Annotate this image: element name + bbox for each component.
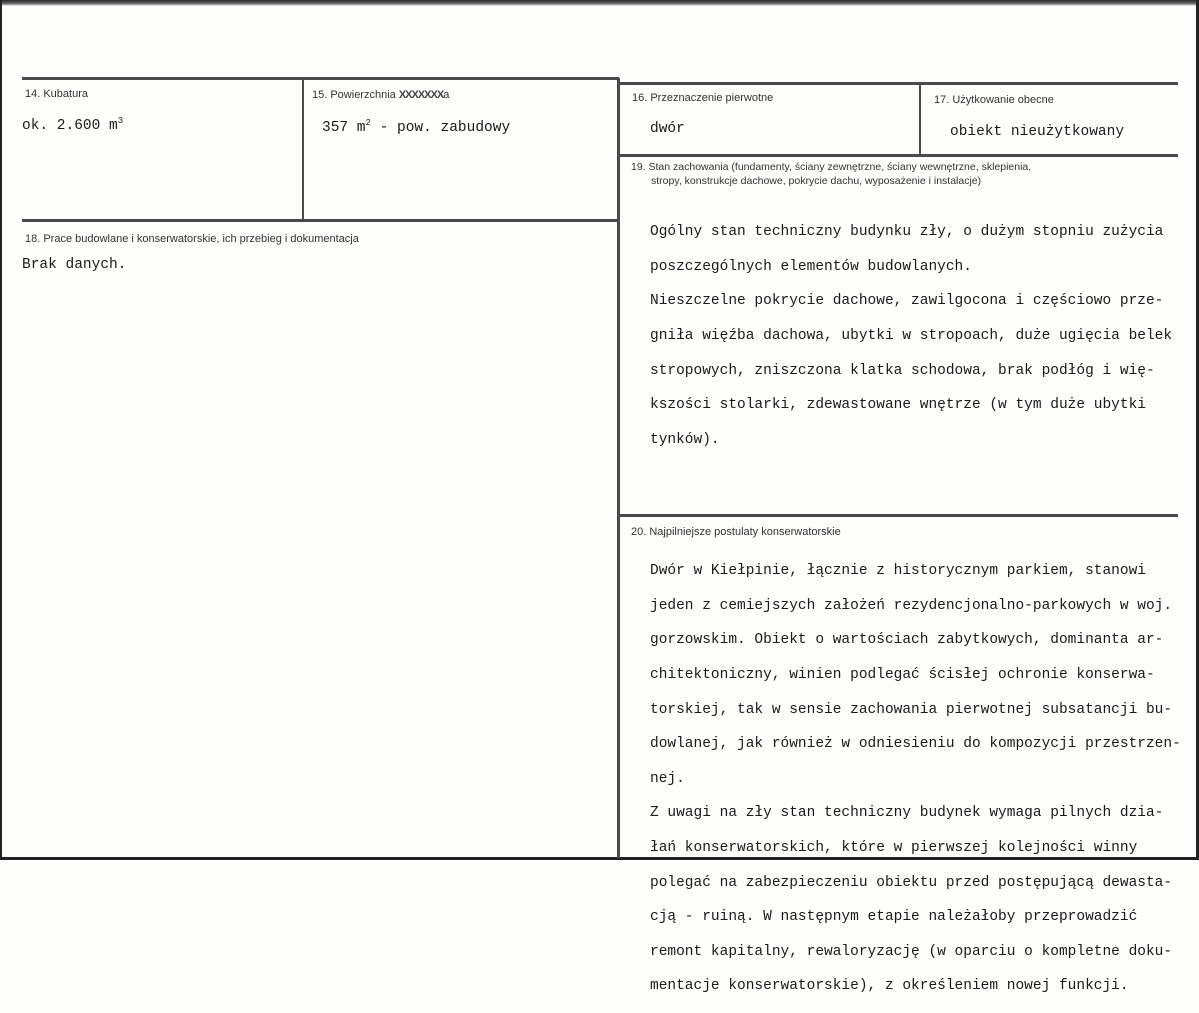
rule-under-19 bbox=[619, 514, 1178, 517]
text-line: mentacje konserwatorskie), z określeniem nowej funkcji. bbox=[650, 978, 1129, 995]
text-line: dowlanej, jak również w odniesieniu do kompozycji przestrzen- bbox=[650, 736, 1181, 753]
field-15-label: 15. Powierzchnia XXXXXXXa bbox=[312, 89, 450, 101]
field-19-text bbox=[650, 207, 1172, 466]
text-line: łań konserwatorskich, które w pierwszej kolejności winny bbox=[650, 840, 1138, 857]
struck-out-word: XXXXXXX bbox=[398, 89, 444, 101]
text-line: tynków). bbox=[650, 431, 720, 448]
rule-top-left bbox=[22, 77, 619, 80]
text-line: jeden z cemiejszych założeń rezydencjonalno-parkowych w woj. bbox=[650, 597, 1173, 614]
text-line: remont kapitalny, rewaloryzację (w oparciu o kompletne doku- bbox=[650, 943, 1173, 960]
field-19-label-line-1: 19. Stan zachowania (fundamenty, ściany zewnętrzne, ściany wewnętrzne, sklepienia, bbox=[631, 161, 1032, 173]
text-line: stropowych, zniszczona klatka schodowa, brak podłóg i wię- bbox=[650, 362, 1155, 379]
text-line: Z uwagi na zły stan techniczny budynek wymaga pilnych dzia- bbox=[650, 805, 1164, 822]
field-20-label: 20. Najpilniejsze postulaty konserwatorskie bbox=[631, 526, 841, 538]
text-line: torskiej, tak w sensie zachowania pierwotnej subsatancji bu- bbox=[650, 701, 1173, 718]
text-line: gniła więźba dachowa, ubytki w stropoach, duże ugięcia belek bbox=[650, 328, 1173, 345]
field-14-label: 14. Kubatura bbox=[25, 88, 88, 100]
text-line: cją - ruiną. W następnym etapie należałoby przeprowadzić bbox=[650, 909, 1138, 926]
text-line: nej. bbox=[650, 770, 685, 787]
divider-16-17 bbox=[919, 83, 921, 156]
text-line: kszości stolarki, zdewastowane wnętrze (w tym duże ubytki bbox=[650, 397, 1146, 414]
rule-under-14-15 bbox=[22, 219, 619, 222]
text-line: chitektoniczny, winien podlegać ścisłej ochronie konserwa- bbox=[650, 667, 1155, 684]
text-line: Dwór w Kiełpinie, łącznie z historycznym parkiem, stanowi bbox=[650, 563, 1146, 580]
field-18-value: Brak danych. bbox=[22, 257, 127, 273]
rule-under-16-17 bbox=[619, 154, 1178, 157]
field-14-value: ok. 2.600 $m^3$ bbox=[22, 116, 124, 134]
text-line: gorzowskim. Obiekt o wartościach zabytkowych, dominanta ar- bbox=[650, 632, 1164, 649]
card-left-edge bbox=[0, 0, 2, 860]
divider-main-vertical bbox=[617, 78, 620, 858]
text-line: polegać na zabezpieczeniu obiektu przed postępującą dewasta- bbox=[650, 874, 1173, 891]
card-top-edge bbox=[0, 0, 1199, 6]
text-line: poszczególnych elementów budowlanych. bbox=[650, 258, 972, 275]
field-17-value: obiekt nieużytkowany bbox=[950, 124, 1125, 140]
divider-14-15 bbox=[302, 78, 304, 221]
field-19-label-line-2: stropy, konstrukcje dachowe, pokrycie dachu, wyposażenie i instalacje) bbox=[651, 175, 982, 187]
field-18-label: 18. Prace budowlane i konserwatorskie, ich przebieg i dokumentacja bbox=[25, 233, 359, 245]
field-20-text bbox=[650, 546, 1181, 1013]
field-15-value: 357 $m^2$ - pow. zabudowy bbox=[322, 118, 511, 136]
field-16-value: dwór bbox=[650, 121, 685, 137]
text-line: Nieszczelne pokrycie dachowe, zawilgocona i częściowo prze- bbox=[650, 293, 1164, 310]
text-line: Ogólny stan techniczny budynku zły, o dużym stopniu zużycia bbox=[650, 224, 1164, 241]
rule-top-right bbox=[619, 82, 1178, 85]
field-17-label: 17. Użytkowanie obecne bbox=[934, 94, 1054, 106]
field-16-label: 16. Przeznaczenie pierwotne bbox=[632, 92, 774, 104]
